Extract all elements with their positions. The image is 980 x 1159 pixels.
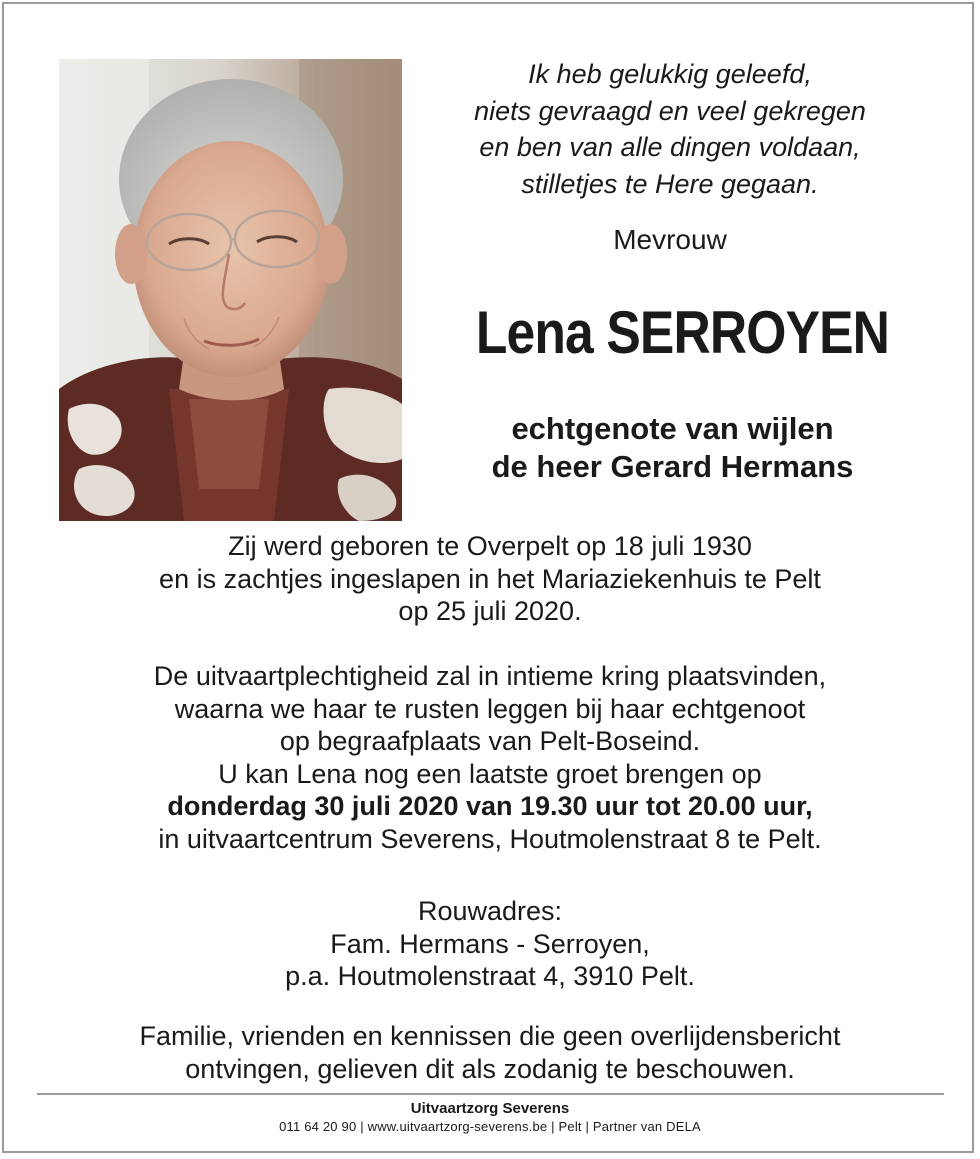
closing-note xyxy=(40,1020,940,1085)
spouse-line: de heer Gerard Hermans xyxy=(491,449,854,484)
ceremony-line: U kan Lena nog een laatste groet brengen op xyxy=(218,758,762,789)
birth-line: en is zachtjes ingeslapen in het Mariaziekenhuis te Pelt xyxy=(159,563,821,594)
ceremony-line: waarna we haar te rusten leggen bij haar echtgenoot xyxy=(174,693,806,724)
closing-line: Familie, vrienden en kennissen die geen overlijdensbericht xyxy=(139,1021,841,1051)
birth-death-info xyxy=(40,530,940,628)
birth-line: op 25 juli 2020. xyxy=(398,596,582,626)
visitation-datetime: donderdag 30 juli 2020 van 19.30 uur tot 20.00 uur, xyxy=(167,791,813,821)
address-line: Rouwadres: xyxy=(417,896,563,926)
mourning-address xyxy=(40,895,940,993)
closing-line: ontvingen, gelieven dit als zodanig te beschouwen. xyxy=(185,1053,795,1084)
poem-line: Ik heb gelukkig geleefd, xyxy=(528,59,812,89)
poem-line: niets gevraagd en veel gekregen xyxy=(474,95,866,126)
poem-line: en ben van alle dingen voldaan, xyxy=(479,132,861,162)
ceremony-info xyxy=(40,660,940,855)
portrait-photo xyxy=(59,59,402,521)
spouse-line: echtgenote van wijlen xyxy=(511,411,834,446)
visitation-location: in uitvaartcentrum Severens, Houtmolenstraat 8 te Pelt. xyxy=(158,823,822,854)
footer-divider xyxy=(37,1093,944,1095)
deceased-name: Lena SERROYEN xyxy=(475,299,890,366)
poem-line: stilletjes te Here gegaan. xyxy=(521,168,819,199)
address-line: Fam. Hermans - Serroyen, xyxy=(330,928,650,959)
funeral-home-contact: 011 64 20 90 | www.uitvaartzorg-severens.be | Pelt | Partner van DELA xyxy=(279,1119,701,1134)
address-line: p.a. Houtmolenstraat 4, 3910 Pelt. xyxy=(285,961,695,991)
ceremony-line: De uitvaartplechtigheid zal in intieme kring plaatsvinden, xyxy=(153,661,827,691)
birth-line: Zij werd geboren te Overpelt op 18 juli 1930 xyxy=(228,531,752,561)
funeral-home-name: Uitvaartzorg Severens xyxy=(410,1100,570,1117)
memorial-poem xyxy=(420,56,920,202)
ceremony-line: op begraafplaats van Pelt-Boseind. xyxy=(279,726,701,756)
spouse-info xyxy=(420,410,925,486)
salutation: Mevrouw xyxy=(613,224,727,255)
